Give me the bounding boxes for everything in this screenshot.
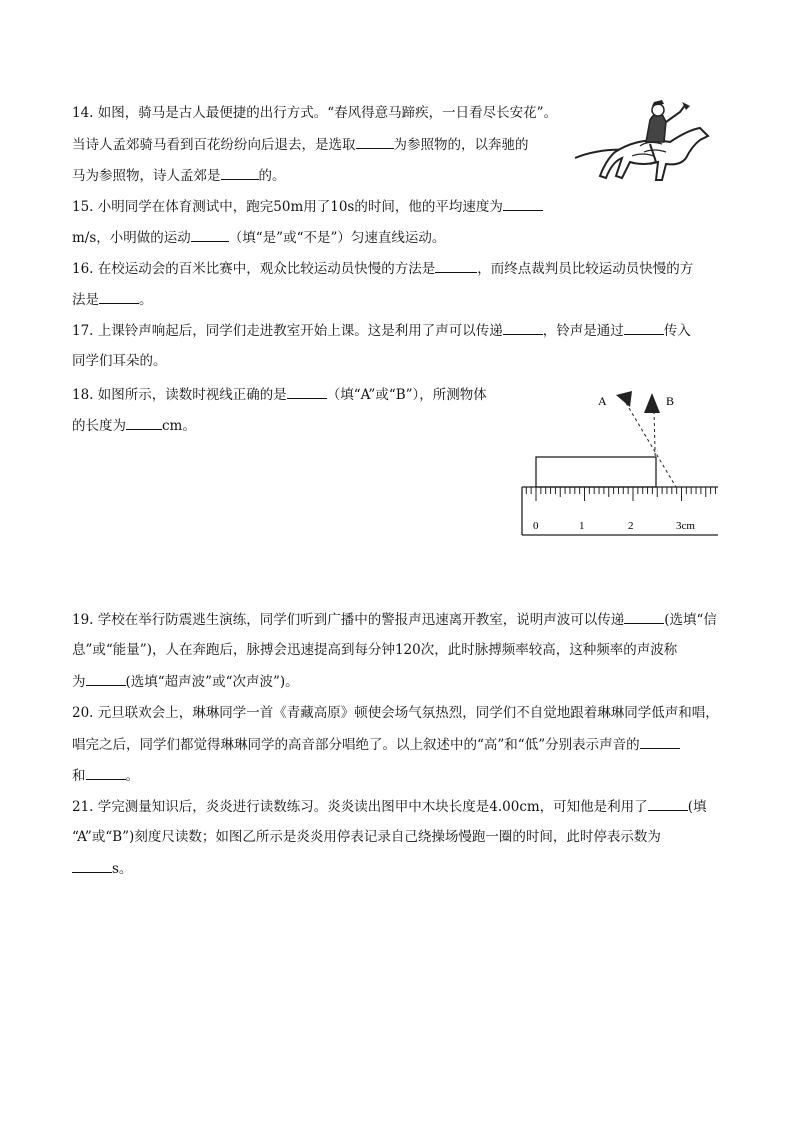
q21-line-2: “A”或“B”)刻度尺读数；如图乙所示是炎炎用停表记录自己绕操场慢跑一圈的时间，此时停表示数为 [72,829,661,845]
q17-blank-2[interactable] [624,321,664,335]
q21-text: 21. 学完测量知识后，炎炎进行读数练习。炎炎读出图甲中木块长度是4.00cm，可知他是利用了 [72,799,648,815]
tick-label-0: 0 [533,520,539,532]
q20-text: 和 [72,768,86,784]
eye-label-a: A [598,394,607,408]
q16-text: 。 [139,292,153,308]
q19-text: 19. 学校在举行防震逃生演练，同学们听到广播中的警报声迅速离开教室，说明声波可以传递 [72,612,625,628]
q15-text: （填“是”或“不是”）匀速直线运动。 [228,230,446,246]
q18-text: 18. 如图所示，读数时视线正确的是 [72,387,287,403]
q21-text: (填 [687,799,707,815]
q20-blank-1[interactable] [640,735,680,749]
q20-text: 唱完之后，同学们都觉得琳琳同学的高音部分唱绝了。以上叙述中的“高”和“低”分别表示声音的 [72,737,640,753]
q15-text: 15. 小明同学在体育测试中，跑完50m用了10s的时间，他的平均速度为 [72,199,503,215]
q16-line-1 [72,259,693,278]
q20-line-3 [72,766,139,785]
q20-text: 。 [125,768,139,784]
q16-line-2 [72,290,153,309]
q14-line-3 [72,166,286,185]
eye-label-b: B [666,394,675,408]
q17-blank-1[interactable] [503,321,543,335]
eye-b-icon [644,393,660,413]
q17-text: 传入 [663,323,691,339]
tick-label-2: 2 [628,520,634,532]
q15-line-2 [72,228,445,247]
q19-blank-1[interactable] [624,610,664,624]
q16-text: 16. 在校运动会的百米比赛中，观众比较运动员快慢的方法是 [72,261,436,277]
q15-line-1 [72,197,543,216]
q17-line-1 [72,321,691,340]
ruler-ticks [526,487,715,501]
q14-text: 为参照物的，以奔驰的 [393,137,529,153]
measured-object [536,457,656,487]
tick-label-1: 1 [579,520,585,532]
q14-text: 的。 [258,168,286,184]
tick-label-3: 3cm [676,520,695,532]
q18-text: 的长度为 [72,418,126,434]
q14-line-2 [72,135,529,154]
q19-blank-2[interactable] [86,672,126,686]
q18-line-2 [72,416,196,435]
q14-blank-1[interactable] [356,135,394,149]
q19-line-1 [72,610,717,629]
q21-blank-2[interactable] [72,859,112,873]
q18-blank-2[interactable] [126,416,162,430]
q17-line-2: 同学们耳朵的。 [72,353,167,369]
horse-rider-illustration [570,100,720,190]
q14-text: 马为参照物，诗人孟郊是 [72,168,221,184]
q20-line-2 [72,735,680,754]
q20-line-1: 20. 元旦联欢会上，琳琳同学一首《青藏高原》顿使会场气氛热烈，同学们不自觉地跟着琳琳同学低声和唱， [72,705,719,721]
q19-text: (选填“超声波”或“次声波”)。 [125,674,299,690]
ruler-figure [520,385,720,540]
q14-text: 当诗人孟郊骑马看到百花纷纷向后退去，是选取 [72,137,356,153]
q16-blank-2[interactable] [99,290,139,304]
q18-line-1 [72,385,487,404]
q19-line-3 [72,672,299,691]
q16-blank-1[interactable] [435,259,477,273]
q18-text: （填“A”或“B”），所测物体 [326,387,487,403]
q19-text: 为 [72,674,86,690]
q21-line-1 [72,797,706,816]
q15-blank-1[interactable] [503,197,543,211]
q21-blank-1[interactable] [648,797,688,811]
q15-blank-2[interactable] [191,228,229,242]
q14-blank-2[interactable] [221,166,259,180]
q16-text: ，而终点裁判员比较运动员快慢的方 [477,261,694,277]
q18-blank-1[interactable] [287,385,327,399]
q21-line-3 [72,859,132,878]
q17-text: 17. 上课铃声响起后，同学们走进教室开始上课。这是利用了声可以传递 [72,323,503,339]
eye-a-icon [616,391,632,407]
q17-text: ，铃声是通过 [542,323,624,339]
q19-line-2: 息”或“能量”)，人在奔跑后，脉搏会迅速提高到每分钟120次，此时脉搏频率较高，这种频率的声波称 [72,642,678,658]
q16-text: 法是 [72,292,99,308]
q19-text: (选填“信 [664,612,717,628]
q21-text: s。 [112,861,133,877]
q15-text: m/s，小明做的运动 [72,230,191,246]
q18-text: cm。 [162,418,196,434]
q20-blank-2[interactable] [86,766,126,780]
q14-line-1: 14. 如图，骑马是古人最便捷的出行方式。“春风得意马蹄疾，一日看尽长安花”。 [72,105,558,121]
